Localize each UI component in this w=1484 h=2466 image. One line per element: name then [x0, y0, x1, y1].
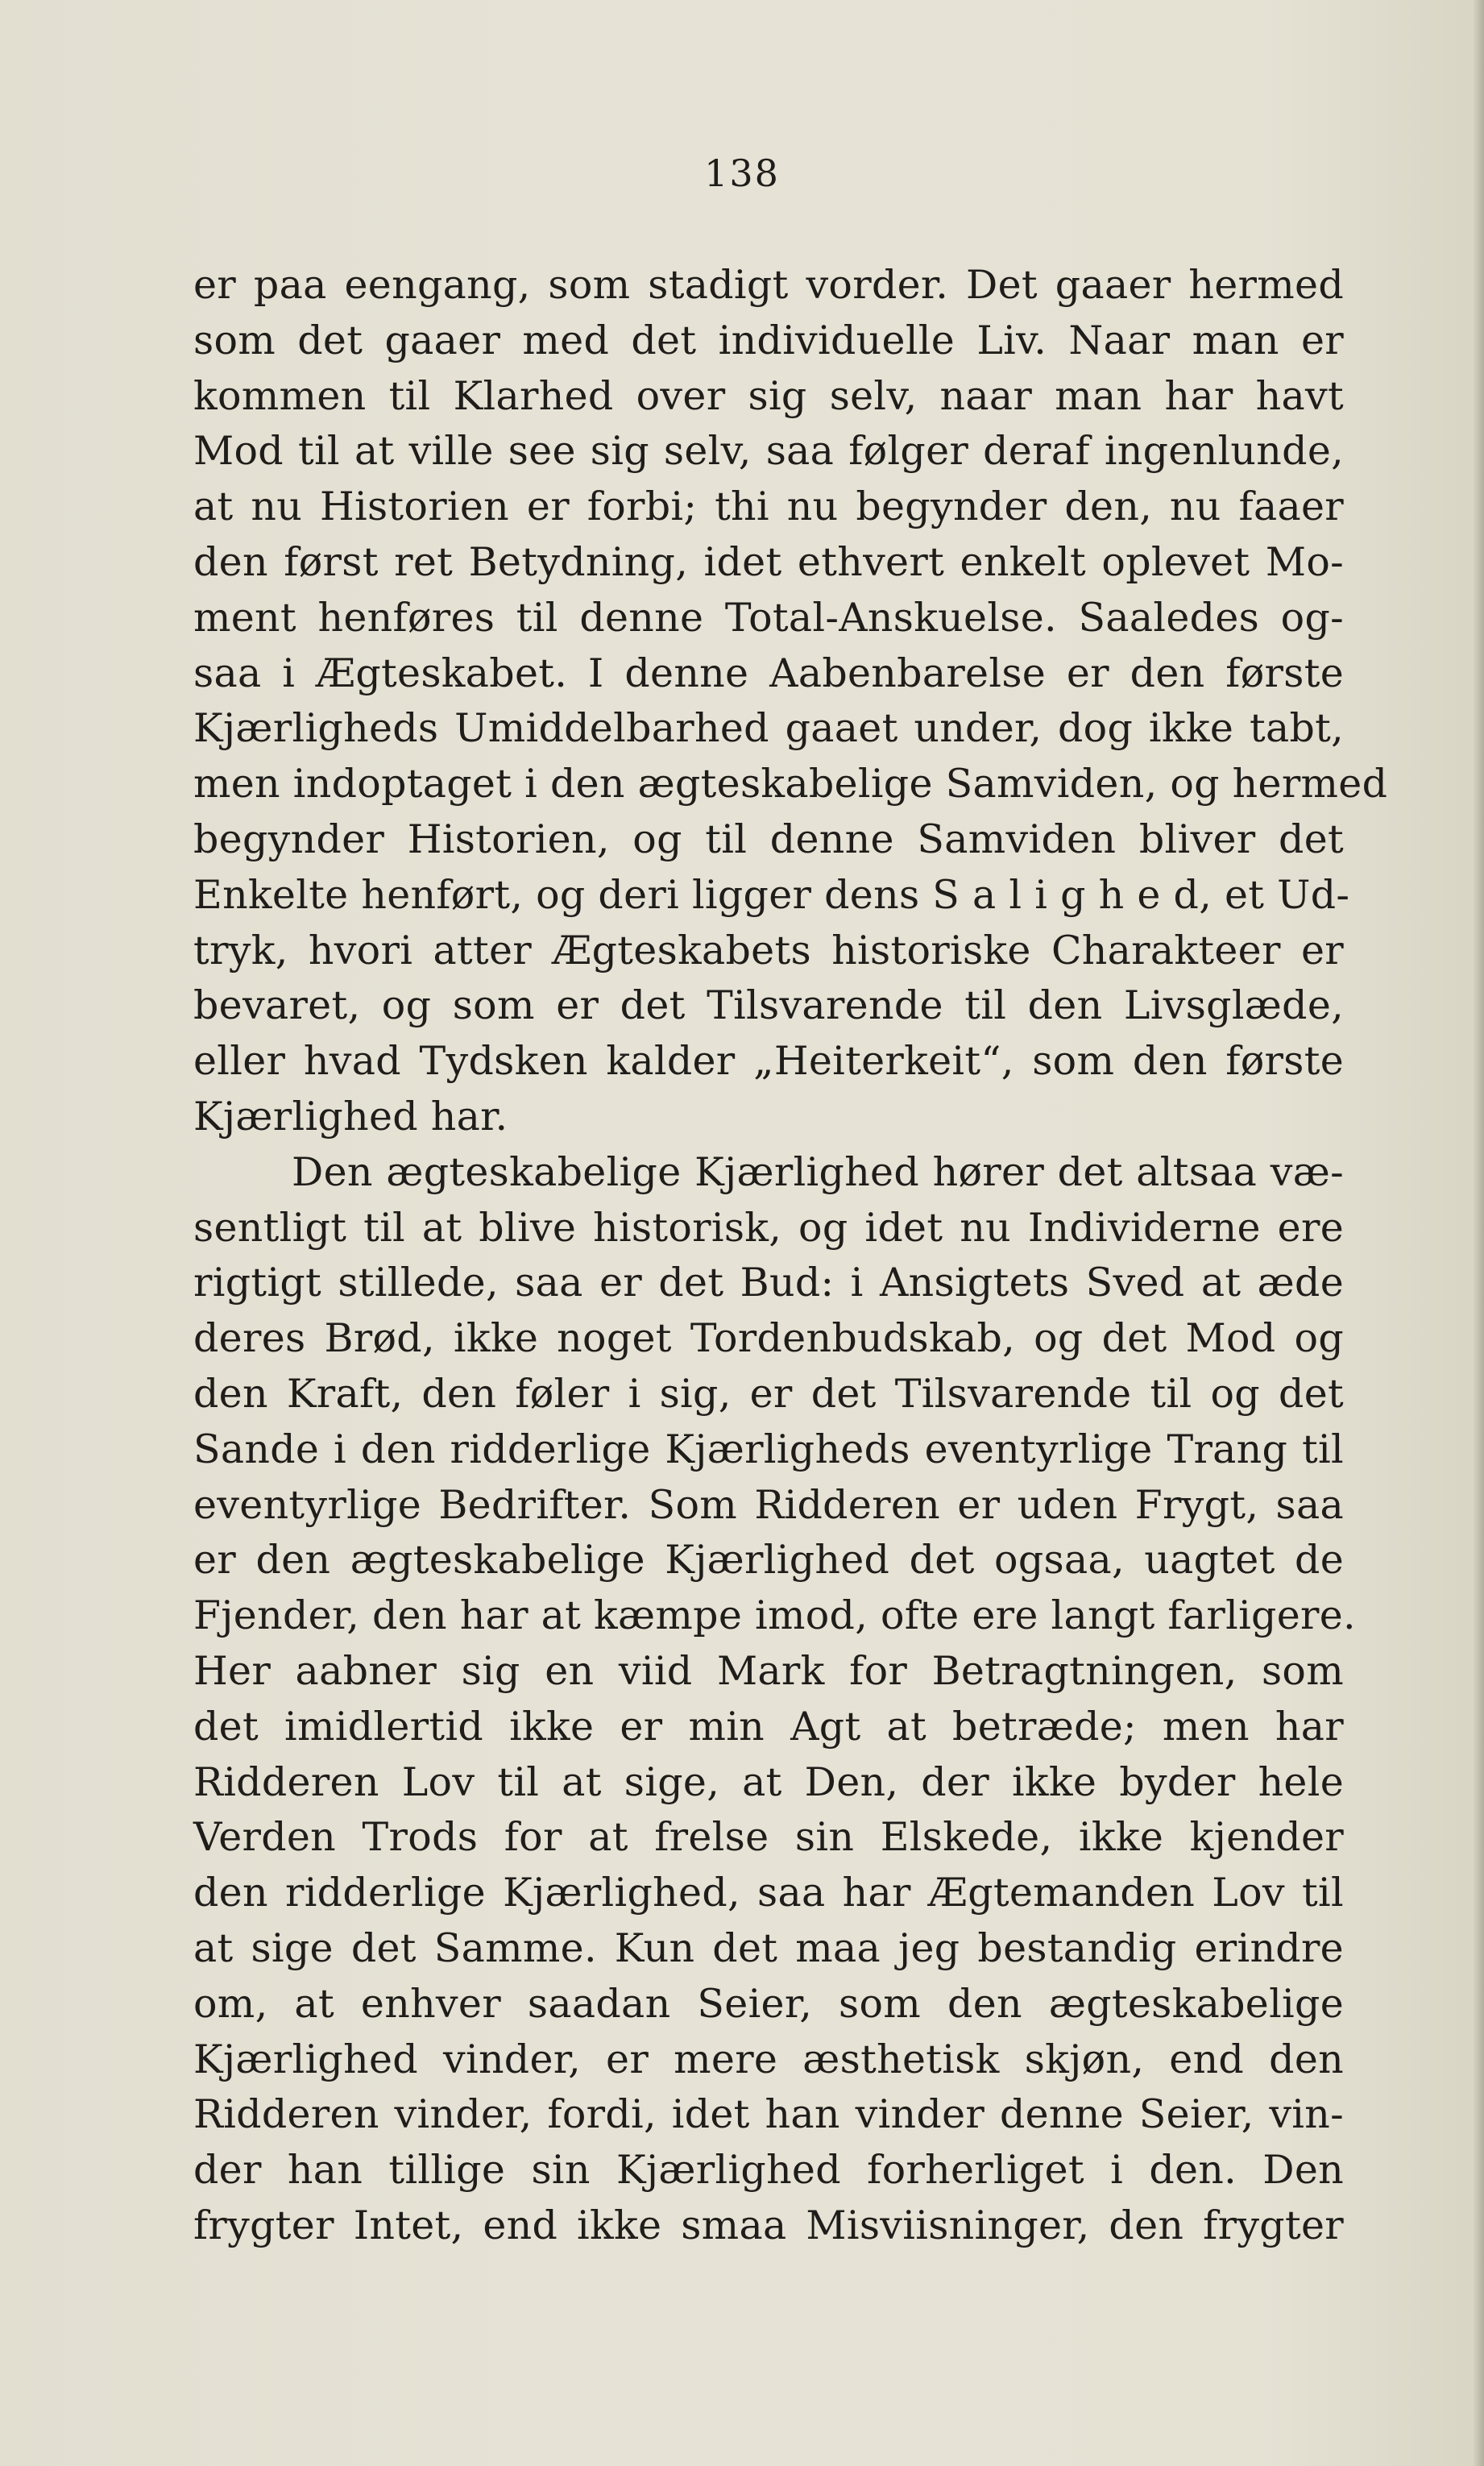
text-line-paragraph-start: Den ægteskabelige Kjærlighed hører det altsaa væ- — [292, 1148, 1344, 1195]
text-line: at nu Historien er forbi; thi nu begynder den, nu faaer — [193, 484, 1344, 530]
text-line: Enkelte henført, og deri ligger dens S a l i g h e d, et Ud- — [193, 871, 1350, 918]
text-line: deres Brød, ikke noget Tordenbudskab, og det Mod og — [193, 1315, 1344, 1362]
text-line: kommen til Klarhed over sig selv, naar man har havt — [193, 372, 1344, 419]
text-line: Verden Trods for at frelse sin Elskede, ikke kjender — [193, 1814, 1344, 1861]
text-line: rigtigt stillede, saa er det Bud: i Ansigtets Sved at æde — [193, 1260, 1344, 1306]
text-line: der han tillige sin Kjærlighed forherliget i den. Den — [193, 2147, 1344, 2194]
text-line: saa i Ægteskabet. I denne Aabenbarelse er den første — [193, 650, 1344, 696]
text-line: eventyrlige Bedrifter. Som Ridderen er uden Frygt, saa — [193, 1481, 1344, 1528]
text-line-paragraph-end: Kjærlighed har. — [193, 1093, 508, 1140]
text-line: den Kraft, den føler i sig, er det Tilsvarende til og det — [193, 1370, 1344, 1417]
text-line: den først ret Betydning, idet ethvert enkelt oplevet Mo- — [193, 538, 1344, 585]
page-number: 138 — [704, 152, 780, 195]
page-edge-shadow — [1473, 0, 1484, 2466]
text-line: tryk, hvori atter Ægteskabets historiske Charakteer er — [193, 927, 1344, 974]
text-line: Fjender, den har at kæmpe imod, ofte ere langt farligere. — [193, 1592, 1356, 1639]
text-line: at sige det Samme. Kun det maa jeg bestandig erindre — [193, 1924, 1344, 1971]
text-line: frygter Intet, end ikke smaa Misviisninger, den frygter — [193, 2202, 1344, 2248]
text-line: ment henføres til denne Total-Anskuelse. Saaledes og- — [193, 594, 1344, 641]
text-line: om, at enhver saadan Seier, som den ægteskabelige — [193, 1980, 1344, 2027]
text-line: er den ægteskabelige Kjærlighed det ogsaa, uagtet de — [193, 1537, 1344, 1584]
text-line: Kjærlighed vinder, er mere æsthetisk skjøn, end den — [193, 2036, 1344, 2082]
text-line: er paa eengang, som stadigt vorder. Det gaaer hermed — [193, 262, 1344, 308]
text-line: den ridderlige Kjærlighed, saa har Ægtemanden Lov til — [193, 1870, 1344, 1916]
text-line: Mod til at ville see sig selv, saa følger deraf ingenlunde, — [193, 428, 1344, 475]
text-line: Kjærligheds Umiddelbarhed gaaet under, dog ikke tabt, — [193, 705, 1344, 752]
text-line: Her aabner sig en viid Mark for Betragtningen, som — [193, 1647, 1344, 1694]
text-line: det imidlertid ikke er min Agt at betræde; men har — [193, 1703, 1344, 1750]
text-line: men indoptaget i den ægteskabelige Samviden, og hermed — [193, 761, 1388, 807]
text-line: begynder Historien, og til denne Samviden bliver det — [193, 816, 1344, 862]
text-line: Ridderen vinder, fordi, idet han vinder denne Seier, vin- — [193, 2091, 1344, 2138]
text-line: bevaret, og som er det Tilsvarende til den Livsglæde, — [193, 982, 1344, 1029]
text-line: Ridderen Lov til at sige, at Den, der ikke byder hele — [193, 1758, 1344, 1805]
text-line: sentligt til at blive historisk, og idet nu Individerne ere — [193, 1204, 1344, 1251]
text-line: eller hvad Tydsken kalder „Heiterkeit“, som den første — [193, 1038, 1344, 1085]
body-text — [193, 258, 1388, 2254]
text-line: som det gaaer med det individuelle Liv. Naar man er — [193, 317, 1344, 363]
text-line: Sande i den ridderlige Kjærligheds eventyrlige Trang til — [193, 1426, 1344, 1472]
